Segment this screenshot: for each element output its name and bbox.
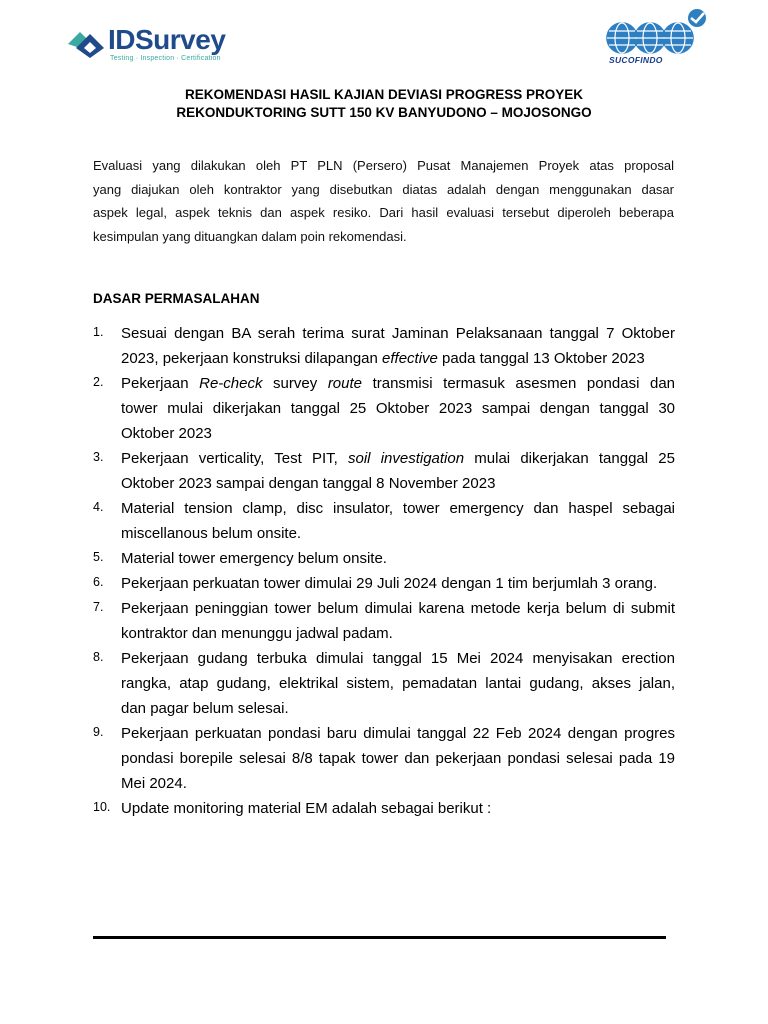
list-item-line: tower mulai dikerjakan tanggal 25 Oktober 2023 sampai dengan tanggal 30	[121, 400, 675, 417]
idsurvey-logo	[66, 26, 256, 66]
list-item	[93, 321, 675, 371]
list-item-line: Update monitoring material EM adalah sebagai berikut :	[121, 800, 492, 817]
list-item-number: 1.	[93, 325, 104, 339]
list-item-line: Material tower emergency belum onsite.	[121, 550, 387, 567]
intro-line: aspek legal, aspek teknis dan aspek resiko. Dari hasil evaluasi tersebut diperoleh beberapa	[93, 205, 674, 220]
list-item-line: Oktober 2023 sampai dengan tanggal 8 November 2023	[121, 475, 496, 492]
list-item-number: 7.	[93, 600, 104, 614]
list-item-line: Sesuai dengan BA serah terima surat Jaminan Pelaksanaan tanggal 7 Oktober	[121, 325, 675, 342]
document-title-line-1: REKOMENDASI HASIL KAJIAN DEVIASI PROGRESS PROYEK	[184, 87, 584, 102]
sucofindo-logo-name: SUCOFINDO	[609, 55, 663, 65]
list-item	[93, 721, 675, 796]
sucofindo-logo	[605, 8, 713, 70]
list-item-number: 3.	[93, 450, 104, 464]
list-item	[93, 596, 675, 646]
list-item-line: Oktober 2023	[121, 425, 212, 442]
list-item-line: miscellanous belum onsite.	[121, 525, 302, 542]
idsurvey-logo-mark-icon	[66, 28, 106, 60]
sucofindo-globes-icon	[605, 20, 695, 56]
intro-line: Evaluasi yang dilakukan oleh PT PLN (Persero) Pusat Manajemen Proyek atas proposal	[93, 158, 674, 173]
list-item	[93, 571, 675, 596]
list-item-line: rangka, atap gudang, elektrikal sistem, pemadatan lantai gudang, akses jalan,	[121, 675, 675, 692]
document-title-line-2: REKONDUKTORING SUTT 150 KV BANYUDONO – MOJOSONGO	[176, 105, 592, 120]
list-item-line: pondasi borepile selesai 8/8 tapak tower dan pekerjaan pondasi selesai pada 19	[121, 750, 675, 767]
list-item-line: dan pagar belum selesai.	[121, 700, 289, 717]
list-item	[93, 646, 675, 721]
list-item-line: Pekerjaan perkuatan tower dimulai 29 Juli 2024 dengan 1 tim berjumlah 3 orang.	[121, 575, 658, 592]
list-item-number: 6.	[93, 575, 104, 589]
list-item	[93, 371, 675, 446]
list-item-line: Material tension clamp, disc insulator, tower emergency dan haspel sebagai	[121, 500, 675, 517]
list-item-number: 10.	[93, 800, 111, 814]
list-item	[93, 496, 675, 546]
list-item-number: 4.	[93, 500, 104, 514]
list-item-line: Pekerjaan verticality, Test PIT, soil investigation mulai dikerjakan tanggal 25	[121, 450, 675, 467]
list-item-line: Pekerjaan Re-check survey route transmisi termasuk asesmen pondasi dan	[121, 375, 676, 392]
list-item	[93, 796, 675, 821]
list-item-line: Pekerjaan perkuatan pondasi baru dimulai tanggal 22 Feb 2024 dengan progres	[121, 725, 675, 742]
intro-line: yang diajukan oleh kontraktor yang disebutkan diatas adalah dengan menggunakan dasar	[93, 181, 674, 197]
footer-divider	[93, 936, 666, 939]
problem-list	[93, 321, 675, 821]
list-item	[93, 546, 675, 571]
intro-line: kesimpulan yang dituangkan dalam poin rekomendasi.	[93, 228, 407, 244]
list-item-line: Pekerjaan peninggian tower belum dimulai karena metode kerja belum di submit	[121, 600, 675, 617]
section-heading: DASAR PERMASALAHAN	[93, 291, 260, 306]
idsurvey-logo-name: IDSurvey	[108, 24, 226, 55]
idsurvey-logo-tagline: Testing · Inspection · Certification	[110, 55, 221, 62]
list-item	[93, 446, 675, 496]
list-item-number: 8.	[93, 650, 104, 664]
list-item-number: 9.	[93, 725, 104, 739]
intro-paragraph	[93, 154, 674, 248]
list-item-line: Mei 2024.	[121, 775, 187, 792]
list-item-line: 2023, pekerjaan konstruksi dilapangan effective pada tanggal 13 Oktober 2023	[121, 350, 645, 367]
list-item-number: 2.	[93, 375, 104, 389]
list-item-line: Pekerjaan gudang terbuka dimulai tanggal 15 Mei 2024 menyisakan erection	[121, 650, 675, 667]
list-item-line: kontraktor dan menunggu jadwal padam.	[121, 625, 393, 642]
list-item-number: 5.	[93, 550, 104, 564]
